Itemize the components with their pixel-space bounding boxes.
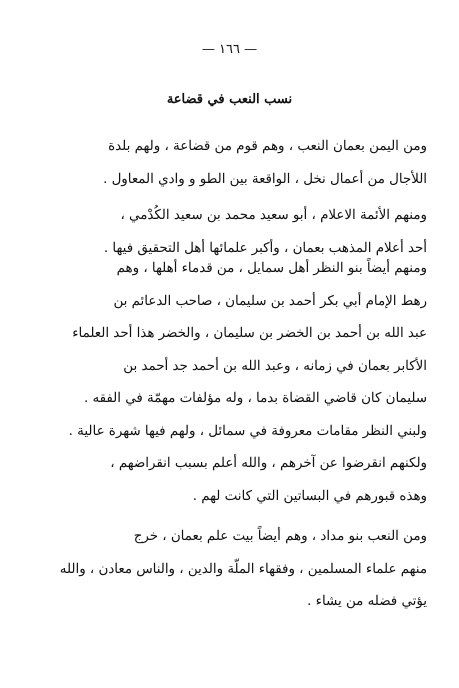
text-line: ومن اليمن بعمان النعب ، وهم قوم من قضاعة ، ولهم بلدة: [108, 139, 427, 154]
text-line: رهط الإمام أبي بكر أحمد بن سليمان ، صاحب الدعائم بن: [113, 293, 427, 309]
paragraph-3: [31, 253, 427, 513]
text-line: ومنهم الأئمة الاعلام ، أبو سعيد محمد بن سعيد الكُدْمي ،: [120, 208, 427, 223]
text-line: يؤتي فضله من يشاء .: [307, 594, 427, 609]
text-line: ومن النعب بنو مداد ، وهم أيضاً بيت علم بعمان ، خرج: [133, 529, 427, 544]
text-line: ولكنهم انقرضوا عن آخرهم ، والله أعلم بسبب انقراضهم ،: [110, 456, 427, 471]
text-line: أحد أعلام المذهب بعمان ، وأكبر علمائها أهل التحقيق فيها .: [103, 240, 427, 256]
text-line: عبد الله بن أحمد بن الخضر بن سليمان ، والخضر هذا أحد العلماء: [72, 326, 427, 341]
page-number: — ١٦٦ —: [201, 42, 258, 57]
text-line: الأكابر بعمان في زمانه ، وعبد الله بن أحمد جد أحمد بن: [123, 358, 427, 374]
section-title: نسب النعب في قضاعة: [166, 92, 293, 107]
paragraph-1: [31, 131, 427, 196]
paragraph-4: [31, 521, 427, 619]
text-line: وهذه قبورهم في البساتين التي كانت لهم .: [192, 488, 427, 504]
text-line: سليمان كان قاضي القضاة بدما ، وله مؤلفات مهمّة في الفقه .: [83, 391, 427, 406]
text-line: ولبني النظر مقامات معروفة في سمائل ، ولهم فيها شهرة عالية .: [68, 423, 427, 439]
text-line: اللأجال من أعمال نخل ، الواقعة بين الطو و وادي المعاول .: [103, 171, 427, 187]
text-line: ومنهم أيضاً بنو النظر أهل سمايل ، من قدماء أهلها ، وهم: [116, 261, 427, 276]
text-line: منهم علماء المسلمين ، وفقهاء الملّة والدين ، والناس معادن ، والله: [59, 561, 427, 577]
